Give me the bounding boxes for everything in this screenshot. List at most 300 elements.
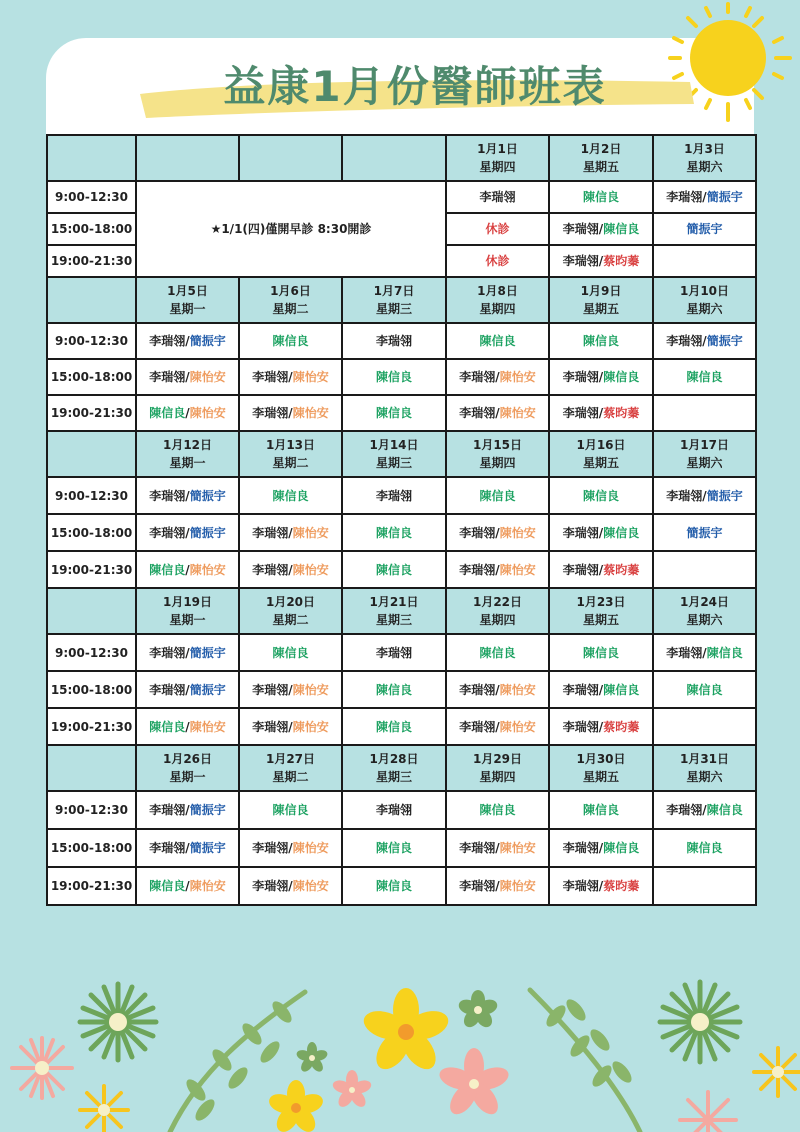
doctor-name: 李瑞翎 (479, 190, 516, 204)
doctor-name: / (495, 370, 500, 384)
doctor-name: 陳信良 (272, 488, 309, 503)
day-header-cell (446, 135, 549, 181)
day-header-cell (342, 588, 446, 634)
day-header-cell (549, 135, 653, 181)
schedule-cell (446, 477, 549, 514)
day-date: 1月5日 (167, 284, 208, 298)
doctor-name: / (288, 562, 293, 577)
schedule-cell (653, 791, 756, 829)
day-date: 1月8日 (477, 284, 518, 298)
schedule-cell (239, 829, 342, 867)
day-weekday: 星期三 (375, 613, 412, 627)
doctor-name: / (598, 719, 604, 734)
doctor-name: 李瑞翎 (666, 334, 703, 348)
day-date: 1月2日 (580, 142, 622, 156)
day-header-cell (446, 745, 549, 791)
time-slot-row (47, 634, 756, 671)
doctor-name: 李瑞翎 (459, 841, 496, 855)
schedule-cell (239, 791, 342, 829)
doctor-name: / (495, 682, 500, 697)
day-header-cell (136, 431, 239, 477)
day-weekday: 星期五 (582, 302, 619, 316)
day-date: 1月26日 (162, 752, 213, 766)
day-header-cell (136, 277, 239, 323)
doctor-name: 休診 (485, 254, 510, 268)
time-slot-label: 19:00-21:30 (47, 395, 136, 431)
doctor-name: 李瑞翎 (459, 879, 496, 893)
doctor-name: 李瑞翎 (149, 370, 186, 384)
day-header-cell (136, 135, 239, 181)
doctor-name: / (185, 488, 190, 503)
day-header-cell (653, 135, 756, 181)
schedule-cell (446, 323, 549, 359)
day-weekday: 星期五 (582, 456, 619, 470)
day-header-cell (549, 588, 653, 634)
schedule-cell (653, 671, 756, 708)
doctor-name: 李瑞翎 (459, 719, 496, 734)
schedule-cell (446, 791, 549, 829)
schedule-cell (653, 708, 756, 745)
page-title: 益康1月份醫師班表 (223, 62, 607, 111)
doctor-name: / (495, 562, 500, 577)
schedule-cell (342, 323, 446, 359)
doctor-name: 李瑞翎 (666, 488, 703, 503)
doctor-name: / (598, 562, 604, 577)
corner-cell (47, 135, 136, 181)
doctor-name: 陳怡安 (292, 719, 329, 734)
schedule-cell (653, 551, 756, 588)
schedule-cell (653, 829, 756, 867)
day-weekday: 星期四 (479, 456, 516, 470)
doctor-name: 陳信良 (603, 841, 640, 855)
schedule-cell (549, 551, 653, 588)
day-header-cell (653, 588, 756, 634)
day-weekday: 星期二 (272, 456, 309, 470)
doctor-name: / (185, 682, 190, 697)
day-header-cell (136, 588, 239, 634)
day-date: 1月16日 (576, 438, 626, 452)
day-weekday: 星期四 (479, 613, 516, 627)
week-header-row (47, 745, 756, 791)
schedule-cell (653, 323, 756, 359)
doctor-name: 李瑞翎 (149, 334, 186, 348)
schedule-cell (446, 213, 549, 245)
doctor-name: / (495, 841, 500, 855)
doctor-name: 李瑞翎 (562, 719, 599, 734)
doctor-name: 李瑞翎 (375, 334, 412, 348)
schedule-cell (549, 213, 653, 245)
doctor-name: / (288, 719, 293, 734)
corner-cell (47, 431, 136, 477)
doctor-name: 李瑞翎 (252, 841, 289, 855)
doctor-name: 李瑞翎 (666, 190, 703, 204)
time-slot-label: 9:00-12:30 (47, 791, 136, 829)
doctor-name: / (185, 841, 190, 855)
doctor-name: 蔡昀蓁 (603, 719, 640, 734)
doctor-name: 陳怡安 (499, 370, 536, 384)
doctor-name: 陳信良 (479, 645, 516, 660)
doctor-name: 李瑞翎 (149, 488, 186, 503)
doctor-name: / (495, 879, 500, 893)
doctor-name: 陳信良 (686, 682, 723, 697)
doctor-name: 陳信良 (375, 719, 412, 734)
day-date: 1月31日 (679, 752, 730, 766)
doctor-name: 蔡昀蓁 (603, 406, 640, 420)
day-header-cell (446, 431, 549, 477)
schedule-cell (342, 551, 446, 588)
schedule-cell (549, 323, 653, 359)
schedule-cell (446, 514, 549, 551)
doctor-name: / (185, 719, 190, 734)
schedule-cell (342, 791, 446, 829)
doctor-name: 陳怡安 (292, 370, 329, 384)
day-date: 1月21日 (369, 595, 419, 609)
schedule-cell (239, 551, 342, 588)
schedule-cell (446, 708, 549, 745)
schedule-cell (549, 671, 653, 708)
time-slot-label: 15:00-18:00 (47, 514, 136, 551)
day-weekday: 星期一 (169, 302, 206, 316)
schedule-cell (549, 708, 653, 745)
doctor-name: 陳信良 (582, 645, 619, 660)
schedule-cell (239, 323, 342, 359)
doctor-name: / (598, 682, 604, 697)
schedule-cell (653, 477, 756, 514)
doctor-name: 陳怡安 (189, 879, 226, 893)
day-date: 1月30日 (576, 752, 626, 766)
doctor-name: 陳怡安 (292, 562, 329, 577)
schedule-cell (239, 708, 342, 745)
doctor-name: 陳怡安 (189, 406, 226, 420)
schedule-cell (549, 395, 653, 431)
schedule-cell (136, 395, 239, 431)
doctor-name: 陳怡安 (292, 406, 329, 420)
day-date: 1月17日 (679, 438, 730, 452)
schedule-cell (653, 634, 756, 671)
schedule-cell (342, 708, 446, 745)
day-header-cell (342, 277, 446, 323)
day-header-cell (653, 745, 756, 791)
doctor-name: 陳信良 (375, 370, 412, 384)
schedule-cell (342, 867, 446, 905)
time-slot-row (47, 359, 756, 395)
doctor-name: 李瑞翎 (252, 406, 289, 420)
day-date: 1月19日 (162, 595, 213, 609)
week-header-row (47, 277, 756, 323)
day-date: 1月28日 (369, 752, 419, 766)
schedule-cell (653, 514, 756, 551)
schedule-cell (136, 551, 239, 588)
doctor-name: / (598, 254, 604, 268)
doctor-name: 陳怡安 (499, 525, 536, 540)
day-header-cell (549, 277, 653, 323)
day-weekday: 星期五 (582, 770, 619, 784)
day-weekday: 星期一 (169, 456, 206, 470)
day-header-cell (239, 135, 342, 181)
time-slot-row (47, 708, 756, 745)
doctor-name: / (495, 719, 500, 734)
doctor-name: 陳信良 (272, 803, 309, 817)
schedule-cell (239, 514, 342, 551)
doctor-name: 陳信良 (686, 841, 723, 855)
day-weekday: 星期四 (479, 160, 516, 174)
doctor-name: 陳信良 (582, 488, 619, 503)
doctor-name: 李瑞翎 (562, 682, 599, 697)
doctor-name: 陳信良 (375, 562, 412, 577)
schedule-cell (653, 395, 756, 431)
day-weekday: 星期二 (272, 302, 309, 316)
doctor-name: / (495, 525, 500, 540)
doctor-name: 簡振宇 (189, 334, 226, 348)
doctor-name: 李瑞翎 (375, 645, 412, 660)
day-header-cell (342, 745, 446, 791)
doctor-name: / (598, 841, 604, 855)
schedule-cell (653, 867, 756, 905)
doctor-name: 簡振宇 (189, 525, 226, 540)
doctor-name: 簡振宇 (189, 645, 226, 660)
doctor-name: 李瑞翎 (562, 562, 599, 577)
day-weekday: 星期一 (169, 613, 206, 627)
schedule-cell (136, 867, 239, 905)
day-header-cell (549, 745, 653, 791)
doctor-name: 陳信良 (149, 719, 186, 734)
doctor-name: 陳信良 (375, 525, 412, 540)
schedule-cell (446, 395, 549, 431)
schedule-cell (446, 245, 549, 277)
schedule-cell (549, 245, 653, 277)
doctor-name: 陳信良 (272, 645, 309, 660)
doctor-name: 陳怡安 (499, 562, 536, 577)
doctor-name: 李瑞翎 (562, 841, 599, 855)
doctor-name: 陳信良 (582, 334, 619, 348)
doctor-name: / (288, 682, 293, 697)
doctor-name: 李瑞翎 (459, 682, 496, 697)
doctor-name: 李瑞翎 (252, 719, 289, 734)
schedule-cell (136, 829, 239, 867)
day-weekday: 星期四 (479, 770, 516, 784)
doctor-name: 蔡昀蓁 (603, 879, 640, 893)
time-slot-label: 9:00-12:30 (47, 477, 136, 514)
doctor-name: 陳怡安 (189, 719, 226, 734)
doctor-name: 陳怡安 (292, 525, 329, 540)
day-weekday: 星期一 (169, 770, 206, 784)
doctor-name: 陳信良 (149, 879, 186, 893)
doctor-name: 簡振宇 (706, 334, 743, 348)
doctor-name: 陳怡安 (189, 562, 226, 577)
doctor-name: 陳信良 (582, 190, 619, 204)
day-date: 1月6日 (270, 284, 311, 298)
day-header-cell (549, 431, 653, 477)
doctor-name: / (598, 370, 604, 384)
schedule-cell (549, 791, 653, 829)
corner-cell (47, 745, 136, 791)
doctor-name: 陳信良 (479, 803, 516, 817)
day-date: 1月22日 (472, 595, 523, 609)
doctor-name: 簡振宇 (189, 488, 226, 503)
schedule-cell (342, 634, 446, 671)
schedule-cell (342, 477, 446, 514)
doctor-name: / (288, 841, 293, 855)
doctor-name: 簡振宇 (686, 222, 723, 236)
day-header-cell (342, 431, 446, 477)
time-slot-label: 9:00-12:30 (47, 181, 136, 213)
time-slot-label: 19:00-21:30 (47, 551, 136, 588)
doctor-name: / (185, 879, 190, 893)
schedule-cell (446, 181, 549, 213)
doctor-name: / (185, 645, 190, 660)
schedule-cell (342, 514, 446, 551)
doctor-name: 陳信良 (149, 562, 186, 577)
schedule-cell (136, 514, 239, 551)
doctor-name: 李瑞翎 (562, 222, 599, 236)
doctor-name: 李瑞翎 (459, 562, 496, 577)
doctor-name: 陳信良 (375, 879, 412, 893)
doctor-schedule-table (46, 134, 757, 906)
doctor-name: 簡振宇 (189, 682, 226, 697)
corner-cell (47, 588, 136, 634)
day-header-cell (239, 431, 342, 477)
time-slot-label: 9:00-12:30 (47, 323, 136, 359)
day-date: 1月15日 (472, 438, 523, 452)
doctor-name: 陳信良 (479, 488, 516, 503)
flower-decoration (0, 960, 800, 1132)
doctor-name: / (598, 879, 604, 893)
corner-cell (47, 277, 136, 323)
doctor-name: 陳怡安 (499, 879, 536, 893)
doctor-name: / (185, 406, 190, 420)
doctor-name: 簡振宇 (189, 841, 226, 855)
doctor-name: / (702, 334, 707, 348)
doctor-name: 陳怡安 (499, 406, 536, 420)
schedule-cell (239, 671, 342, 708)
day-header-cell (239, 745, 342, 791)
schedule-cell (549, 634, 653, 671)
doctor-name: / (185, 562, 190, 577)
day-weekday: 星期二 (272, 770, 309, 784)
doctor-name: 陳怡安 (292, 841, 329, 855)
doctor-name: 李瑞翎 (252, 682, 289, 697)
schedule-cell (653, 245, 756, 277)
time-slot-row (47, 829, 756, 867)
time-slot-row (47, 671, 756, 708)
doctor-name: 李瑞翎 (459, 406, 496, 420)
doctor-name: 簡振宇 (686, 525, 723, 540)
time-slot-row (47, 395, 756, 431)
time-slot-label: 15:00-18:00 (47, 213, 136, 245)
schedule-cell (446, 634, 549, 671)
schedule-cell (446, 551, 549, 588)
day-weekday: 星期三 (375, 302, 412, 316)
doctor-name: / (288, 370, 293, 384)
day-date: 1月9日 (580, 284, 622, 298)
day-header-cell (239, 277, 342, 323)
doctor-name: / (288, 879, 293, 893)
time-slot-row (47, 791, 756, 829)
day-header-cell (653, 431, 756, 477)
doctor-name: 李瑞翎 (459, 525, 496, 540)
schedule-cell (239, 477, 342, 514)
schedule-cell (136, 477, 239, 514)
doctor-name: 陳怡安 (499, 682, 536, 697)
doctor-name: / (702, 190, 707, 204)
schedule-cell (653, 359, 756, 395)
doctor-name: 陳怡安 (292, 682, 329, 697)
day-date: 1月29日 (472, 752, 523, 766)
schedule-cell (239, 867, 342, 905)
time-slot-label: 19:00-21:30 (47, 245, 136, 277)
doctor-name: / (598, 525, 604, 540)
time-slot-row (47, 181, 756, 213)
doctor-name: / (288, 406, 293, 420)
day-date: 1月10日 (679, 284, 730, 298)
doctor-name: 蔡昀蓁 (603, 254, 640, 268)
doctor-name: 李瑞翎 (666, 803, 703, 817)
day-date: 1月27日 (265, 752, 316, 766)
doctor-name: 李瑞翎 (149, 525, 186, 540)
time-slot-row (47, 323, 756, 359)
doctor-name: 陳怡安 (189, 370, 226, 384)
day-header-cell (446, 277, 549, 323)
doctor-name: / (495, 406, 500, 420)
schedule-cell (239, 634, 342, 671)
day-date: 1月12日 (162, 438, 213, 452)
doctor-name: 蔡昀蓁 (603, 562, 640, 577)
doctor-name: / (185, 803, 190, 817)
day-date: 1月13日 (265, 438, 316, 452)
doctor-name: / (702, 645, 707, 660)
day-weekday: 星期六 (686, 770, 723, 784)
day-date: 1月7日 (373, 284, 415, 298)
schedule-cell (342, 395, 446, 431)
day-weekday: 星期六 (686, 613, 723, 627)
schedule-cell (549, 181, 653, 213)
doctor-name: 陳信良 (272, 334, 309, 348)
doctor-name: 李瑞翎 (562, 254, 599, 268)
day-date: 1月23日 (576, 595, 626, 609)
time-slot-label: 9:00-12:30 (47, 634, 136, 671)
schedule-cell (549, 829, 653, 867)
doctor-name: 陳信良 (603, 682, 640, 697)
schedule-cell (446, 829, 549, 867)
doctor-name: 陳信良 (706, 645, 743, 660)
doctor-name: 陳信良 (375, 841, 412, 855)
doctor-name: 陳怡安 (292, 879, 329, 893)
week-header-row (47, 135, 756, 181)
week-header-row (47, 431, 756, 477)
day-header-cell (136, 745, 239, 791)
doctor-name: 李瑞翎 (149, 682, 186, 697)
doctor-name: 李瑞翎 (562, 370, 599, 384)
day-date: 1月20日 (265, 595, 316, 609)
day-date: 1月14日 (369, 438, 419, 452)
doctor-name: 李瑞翎 (459, 370, 496, 384)
doctor-name: 簡振宇 (706, 488, 743, 503)
doctor-name: 陳信良 (582, 803, 619, 817)
title-area (0, 42, 800, 122)
doctor-name: / (598, 222, 604, 236)
day-weekday: 星期五 (582, 160, 619, 174)
doctor-name: 李瑞翎 (562, 525, 599, 540)
doctor-name: 陳信良 (603, 370, 640, 384)
week-header-row (47, 588, 756, 634)
day-header-cell (342, 135, 446, 181)
doctor-name: 陳信良 (375, 406, 412, 420)
day-date: 1月1日 (477, 142, 518, 156)
doctor-name: 李瑞翎 (149, 841, 186, 855)
time-slot-row (47, 477, 756, 514)
doctor-name: 李瑞翎 (375, 803, 412, 817)
day-weekday: 星期三 (375, 456, 412, 470)
